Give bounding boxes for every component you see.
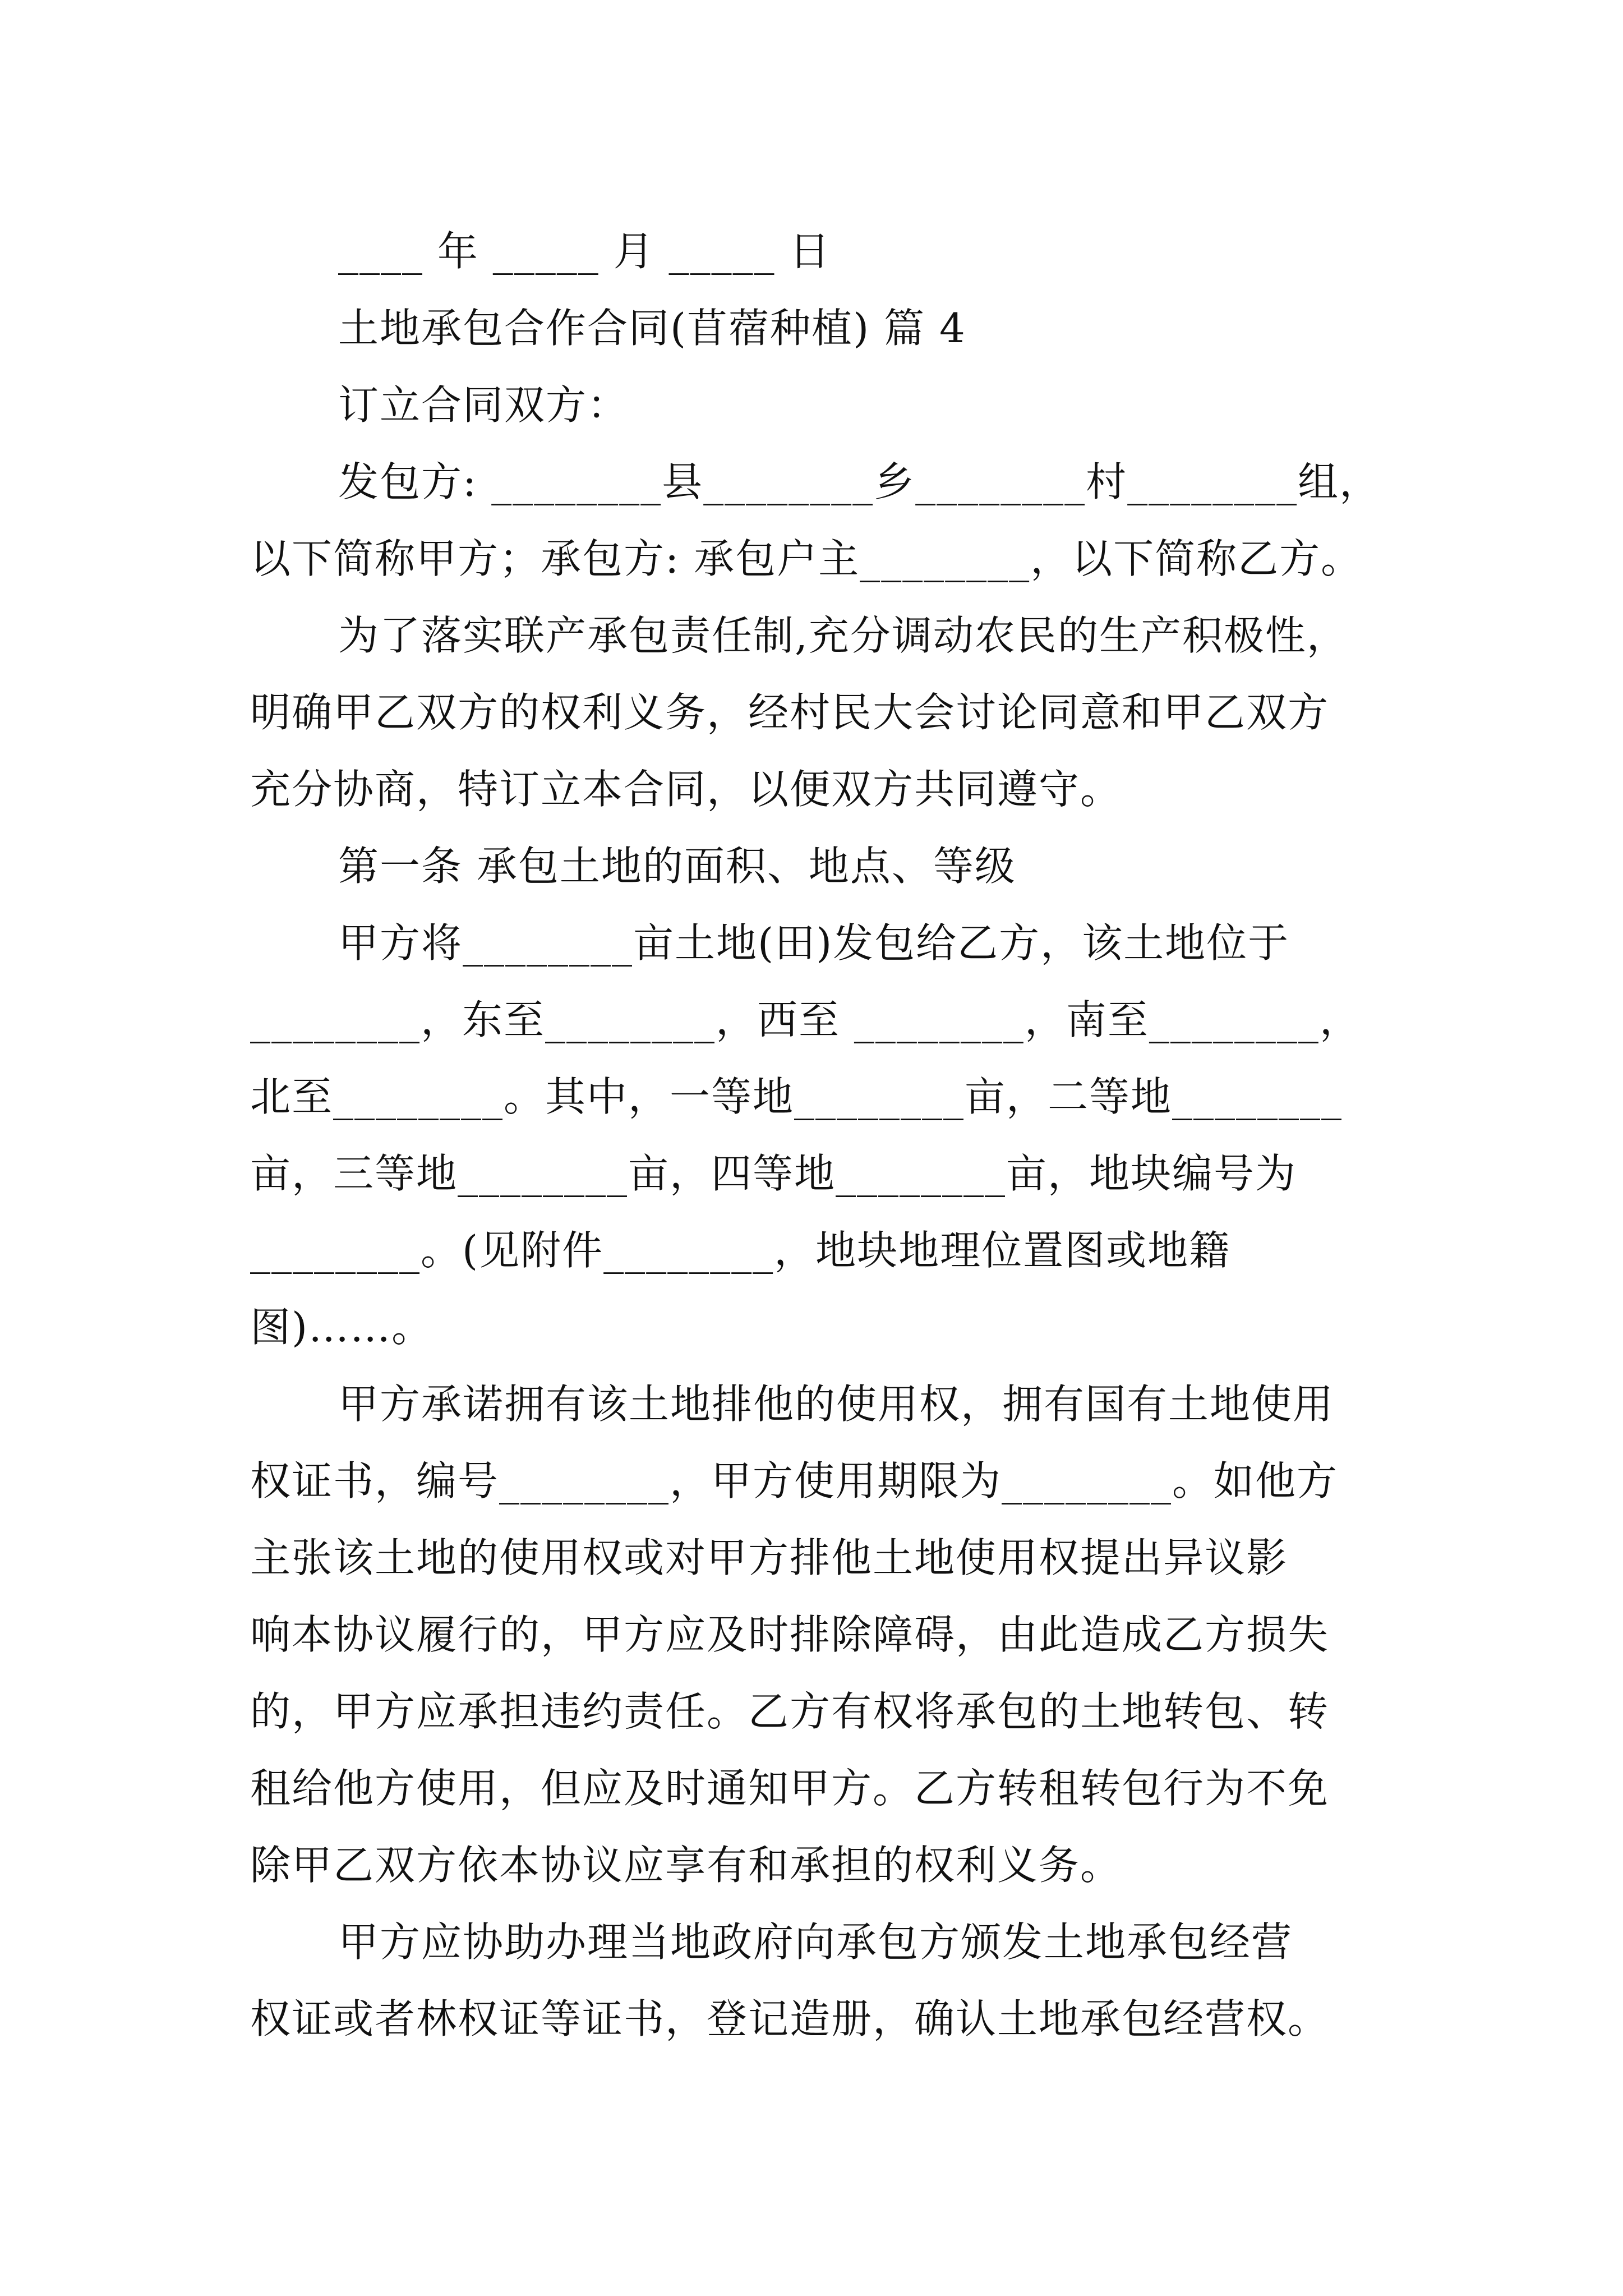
text-line: 主张该土地的使用权或对甲方排他土地使用权提出异议影 xyxy=(250,1534,1288,1581)
text-line: 图)……。 xyxy=(250,1304,434,1351)
text-line: 亩，三等地________亩，四等地________亩，地块编号为 xyxy=(250,1150,1297,1197)
text-line: 甲方承诺拥有该土地排他的使用权，拥有国有土地使用 xyxy=(338,1381,1335,1428)
text-line: ________，东至________，西至 ________，南至________， xyxy=(250,996,1361,1043)
text-line: 土地承包合作合同(苜蓿种植) 篇 4 xyxy=(338,305,966,352)
text-line: 甲方应协助办理当地政府向承包方颁发土地承包经营 xyxy=(338,1918,1293,1966)
text-line: 明确甲乙双方的权利义务，经村民大会讨论同意和甲乙双方 xyxy=(250,689,1330,736)
text-line: ________。(见附件________，地块地理位置图或地籍 xyxy=(250,1227,1231,1274)
text-line: ____ 年 _____ 月 _____ 日 xyxy=(338,228,831,275)
text-line: 租给他方使用，但应及时通知甲方。乙方转租转包行为不免 xyxy=(250,1765,1330,1812)
text-line: 响本协议履行的，甲方应及时排除障碍，由此造成乙方损失 xyxy=(250,1611,1330,1658)
text-line: 第一条 承包土地的面积、地点、等级 xyxy=(338,843,1016,890)
text-line: 甲方将________亩土地(田)发包给乙方，该土地位于 xyxy=(338,919,1290,967)
text-line: 以下简称甲方；承包方: 承包户主________，以下简称乙方。 xyxy=(250,535,1363,582)
text-line: 的，甲方应承担违约责任。乙方有权将承包的土地转包、转 xyxy=(250,1688,1330,1735)
text-line: 充分协商，特订立本合同，以便双方共同遵守。 xyxy=(250,766,1122,813)
text-line: 除甲乙双方依本协议应享有和承担的权利义务。 xyxy=(250,1842,1122,1889)
text-line: 为了落实联产承包责任制,充分调动农民的生产积极性， xyxy=(338,612,1348,659)
text-line: 权证书，编号________，甲方使用期限为________。如他方 xyxy=(250,1457,1339,1504)
document-body xyxy=(250,213,1400,2058)
text-line: 北至________。其中，一等地________亩，二等地________ xyxy=(250,1073,1343,1120)
text-line: 发包方: ________县________乡________村________组， xyxy=(338,458,1381,505)
text-line: 订立合同双方： xyxy=(338,381,629,429)
text-line: 权证或者林权证等证书，登记造册，确认土地承包经营权。 xyxy=(250,1995,1330,2042)
